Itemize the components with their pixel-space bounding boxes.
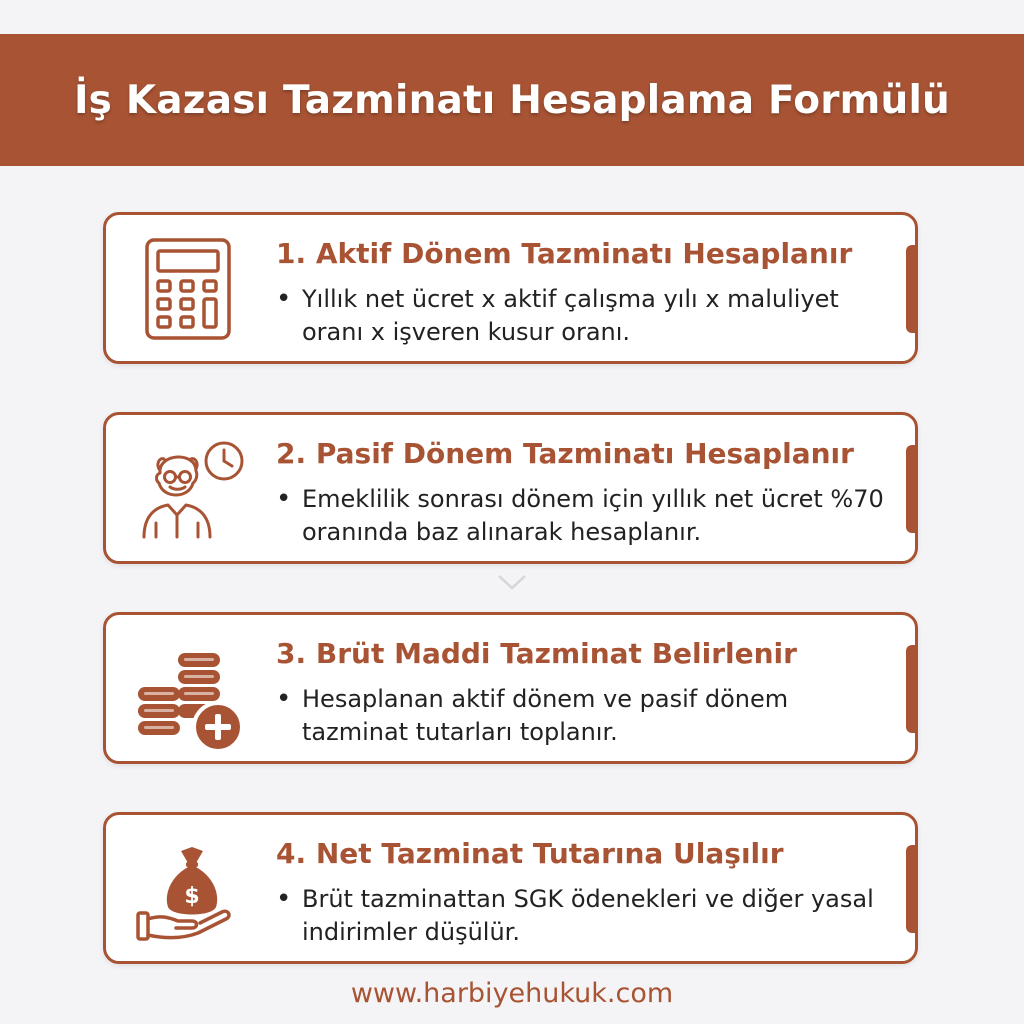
retiree-clock-icon — [126, 429, 246, 549]
website-url: www.harbiyehukuk.com — [350, 978, 674, 1009]
step-description — [276, 483, 886, 549]
card-side-tab — [906, 645, 915, 733]
coins-plus-icon — [126, 629, 246, 749]
bullet: • — [276, 684, 292, 714]
step-title: 1. Aktif Dönem Tazminatı Hesaplanır — [276, 237, 853, 270]
step-title: 4. Net Tazminat Tutarına Ulaşılır — [276, 837, 784, 870]
header-banner — [0, 34, 1024, 166]
step-description — [276, 683, 886, 749]
step-title: 2. Pasif Dönem Tazminatı Hesaplanır — [276, 437, 854, 470]
bullet: • — [276, 484, 292, 514]
step-card-2 — [103, 412, 918, 564]
calculator-icon — [126, 229, 246, 349]
step-description-text: Emeklilik sonrası dönem için yıllık net ücret %70 oranında baz alınarak hesaplanır. — [302, 485, 884, 546]
connector-chevron-icon — [497, 572, 527, 592]
step-card-1 — [103, 212, 918, 364]
step-card-3 — [103, 612, 918, 764]
card-side-tab — [906, 445, 915, 533]
page-title: İş Kazası Tazminatı Hesaplama Formülü — [73, 77, 951, 123]
step-description — [276, 883, 886, 949]
step-description-text: Brüt tazminattan SGK ödenekleri ve diğer yasal indirimler düşülür. — [302, 885, 874, 946]
step-description-text: Yıllık net ücret x aktif çalışma yılı x maluliyet oranı x işveren kusur oranı. — [302, 285, 839, 346]
step-title: 3. Brüt Maddi Tazminat Belirlenir — [276, 637, 797, 670]
step-card-4 — [103, 812, 918, 964]
card-side-tab — [906, 245, 915, 333]
step-description — [276, 283, 886, 349]
card-side-tab — [906, 845, 915, 933]
bullet: • — [276, 884, 292, 914]
svg-text:$: $ — [184, 884, 200, 909]
step-description-text: Hesaplanan aktif dönem ve pasif dönem tazminat tutarları toplanır. — [302, 685, 789, 746]
money-bag-hand-icon — [126, 829, 246, 949]
bullet: • — [276, 284, 292, 314]
